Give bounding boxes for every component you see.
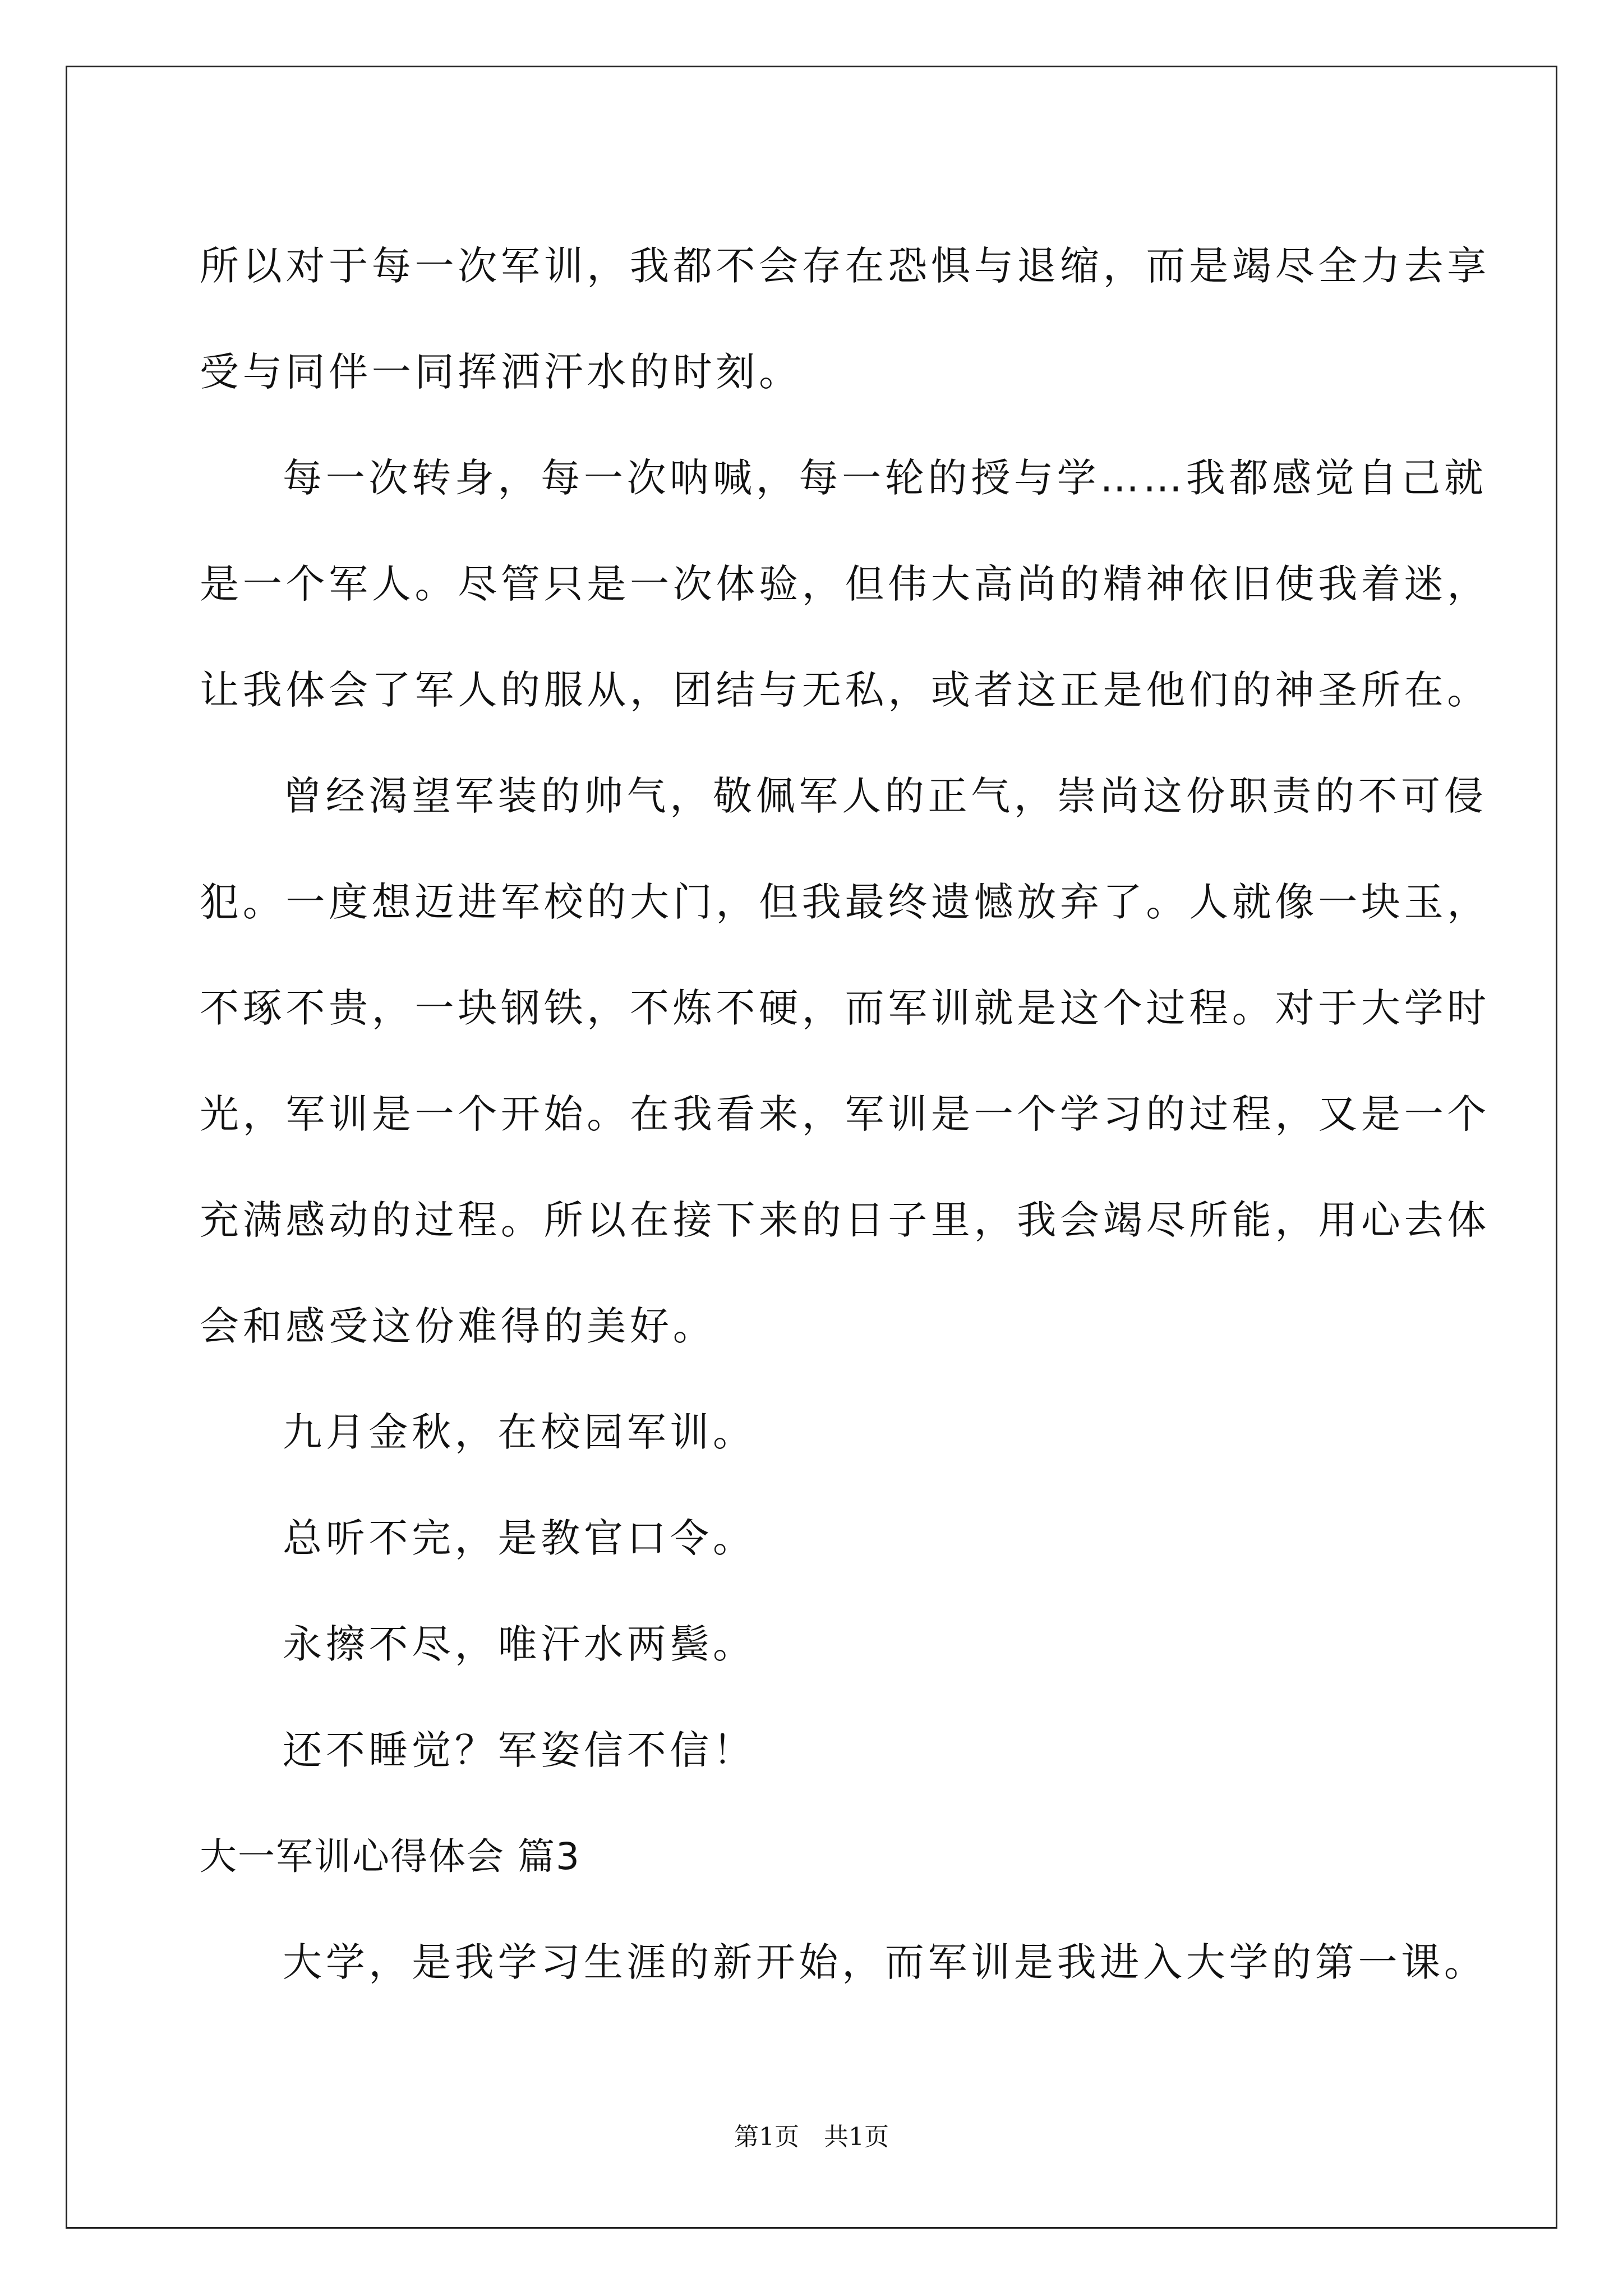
paragraph-line: 所以对于每一次军训，我都不会存在恐惧与退缩，而是竭尽全力去享: [200, 243, 1490, 289]
paragraph-line: 光，军训是一个开始。在我看来，军训是一个学习的过程，又是一个: [200, 1091, 1490, 1137]
paragraph-line: 让我体会了军人的服从，团结与无私，或者这正是他们的神圣所在。: [200, 667, 1490, 713]
poem-line: 九月金秋，在校园军训。: [283, 1409, 756, 1455]
paragraph-line: 犯。一度想迈进军校的大门，但我最终遗憾放弃了。人就像一块玉，: [200, 879, 1490, 925]
poem-line: 总听不完，是教官口令。: [283, 1515, 756, 1561]
paragraph-line: 每一次转身，每一次呐喊，每一轮的授与学……我都感觉自己就: [283, 455, 1487, 501]
poem-line: 永擦不尽，唯汗水两鬓。: [283, 1621, 756, 1667]
paragraph-line: 充满感动的过程。所以在接下来的日子里，我会竭尽所能，用心去体: [200, 1197, 1490, 1243]
paragraph-line: 曾经渴望军装的帅气，敬佩军人的正气，崇尚这份职责的不可侵: [283, 773, 1487, 819]
poem-line: 还不睡觉？军姿信不信！: [283, 1727, 756, 1773]
section-heading: 大一军训心得体会 篇3: [200, 1835, 580, 1878]
paragraph-line: 大学，是我学习生涯的新开始，而军训是我进入大学的第一课。: [283, 1939, 1487, 1985]
paragraph-line: 是一个军人。尽管只是一次体验，但伟大高尚的精神依旧使我着迷，: [200, 561, 1490, 607]
page-footer: 第1页 共1页: [734, 2123, 889, 2151]
paragraph-line: 不琢不贵，一块钢铁，不炼不硬，而军训就是这个过程。对于大学时: [200, 985, 1490, 1031]
paragraph-line: 会和感受这份难得的美好。: [200, 1303, 716, 1349]
paragraph-line: 受与同伴一同挥洒汗水的时刻。: [200, 349, 802, 395]
document-body: [200, 213, 1490, 2016]
